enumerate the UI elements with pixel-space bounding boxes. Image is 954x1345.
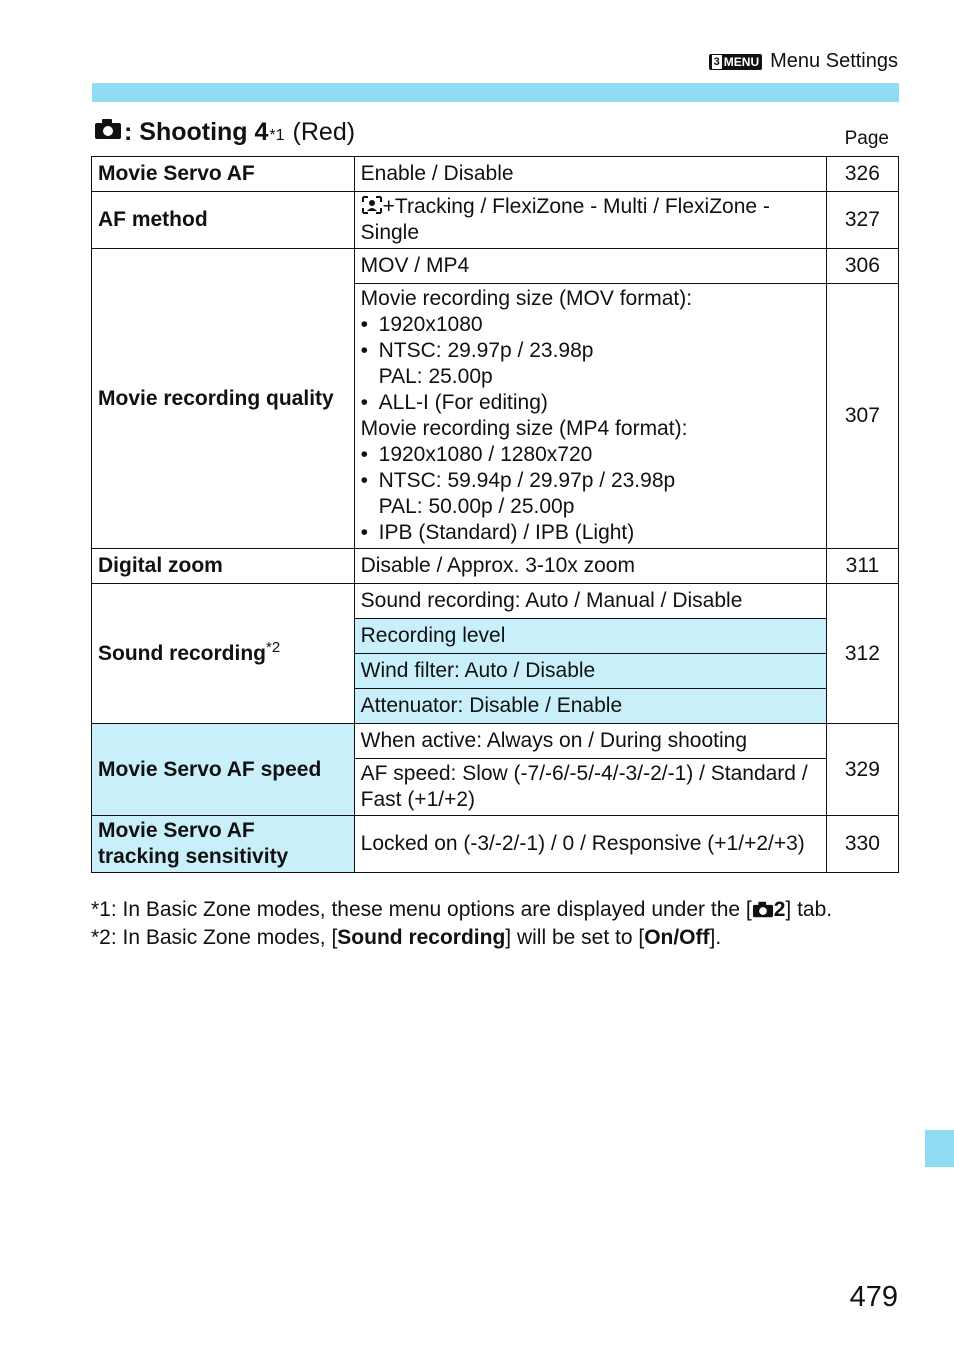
page-ref: 307 <box>826 284 898 549</box>
footnotes <box>91 896 832 952</box>
setting-name: Movie Servo AF tracking sensitivity <box>92 816 355 873</box>
page-number: 479 <box>849 1281 898 1313</box>
setting-name: Sound recording$^{*2}$ <box>92 584 355 724</box>
page-ref: 311 <box>826 549 898 584</box>
setting-option: Locked on (-3/-2/-1) / 0 / Responsive (+1/+2/+3) <box>354 816 826 873</box>
setting-option: Sound recording: Auto / Manual / Disable <box>354 584 826 619</box>
setting-option: AF speed: Slow (-7/-6/-5/-4/-3/-2/-1) / Standard / Fast (+1/+2) <box>354 759 826 816</box>
page-ref: 312 <box>826 584 898 724</box>
page-column-label: Page <box>844 128 889 149</box>
setting-option: MOV / MP4 <box>354 249 826 284</box>
footnote-1: *1: In Basic Zone modes, these menu options are displayed under the [ 2] tab. <box>91 898 833 921</box>
setting-name: AF method <box>92 192 355 249</box>
table-row <box>92 584 899 619</box>
table-row <box>92 816 899 873</box>
setting-option: +Tracking / FlexiZone - Multi / FlexiZone - Single <box>354 192 826 249</box>
table-row <box>92 157 899 192</box>
camera-tab-icon <box>752 901 774 918</box>
table-row <box>92 549 899 584</box>
running-header <box>709 50 898 73</box>
setting-name: Movie Servo AF <box>92 157 355 192</box>
setting-option: Wind filter: Auto / Disable <box>354 654 826 689</box>
setting-option: Movie recording size (MOV format): • 1920x1080 • NTSC: 29.97p / 23.98p PAL: 25.00p • ALL-I (For editing) Movie recording size (MP4 format): • 1920x1080 / 1280x720 • NTSC: 59.94p / 29.97p / 23.98p PAL: 50.00p / 25.00p • IPB (Standard) / IPB (Light) <box>354 284 826 549</box>
table-title: : Shooting 4 *1 (Red) <box>94 118 355 147</box>
page-ref: 327 <box>826 192 898 249</box>
setting-name: Movie Servo AF speed <box>92 724 355 816</box>
page-ref: 329 <box>826 724 898 816</box>
footnote-2: *2: In Basic Zone modes, [Sound recording] will be set to [On/Off]. <box>91 926 722 949</box>
setting-option: Enable / Disable <box>354 157 826 192</box>
section-title: Menu Settings <box>770 50 898 72</box>
setting-option: Disable / Approx. 3-10x zoom <box>354 549 826 584</box>
setting-option: Recording level <box>354 619 826 654</box>
header-color-bar <box>92 83 899 102</box>
page-ref: 326 <box>826 157 898 192</box>
page-ref: 306 <box>826 249 898 284</box>
camera-icon <box>94 118 122 140</box>
table-title-row <box>92 118 898 156</box>
menu-badge-icon: 3 MENU <box>709 54 762 70</box>
setting-name: Digital zoom <box>92 549 355 584</box>
page-ref: 330 <box>826 816 898 873</box>
face-tracking-icon <box>361 195 383 215</box>
table-row <box>92 724 899 759</box>
setting-name: Movie recording quality <box>92 249 355 549</box>
chapter-tab-marker <box>925 1130 954 1167</box>
table-row <box>92 249 899 284</box>
setting-option: When active: Always on / During shooting <box>354 724 826 759</box>
settings-table <box>91 156 899 873</box>
setting-option: Attenuator: Disable / Enable <box>354 689 826 724</box>
table-row <box>92 192 899 249</box>
